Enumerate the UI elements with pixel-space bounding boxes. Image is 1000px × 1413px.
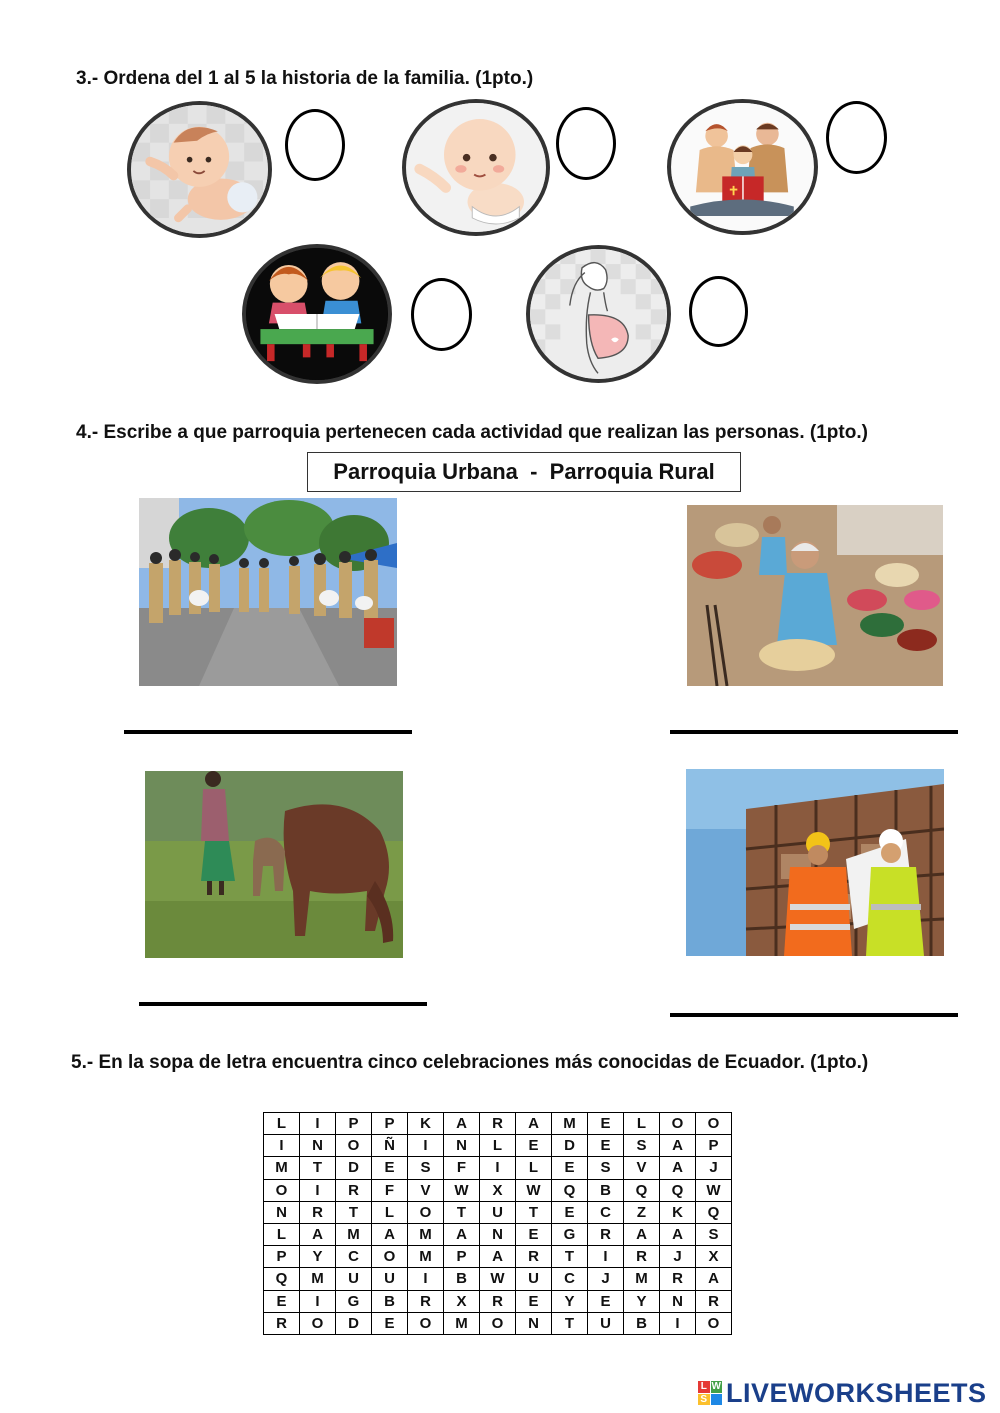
grid-cell[interactable]: A xyxy=(624,1223,660,1245)
grid-cell[interactable]: B xyxy=(588,1179,624,1201)
grid-cell[interactable]: Y xyxy=(552,1290,588,1312)
grid-cell[interactable]: E xyxy=(516,1223,552,1245)
section5-title: 5.- En la sopa de letra encuentra cinco celebraciones más conocidas de Ecuador. (1pto.) xyxy=(71,1052,869,1073)
answer-line-cattle-farming[interactable] xyxy=(139,1002,427,1006)
grid-cell[interactable]: Q xyxy=(552,1179,588,1201)
grid-cell[interactable]: O xyxy=(696,1113,732,1135)
grid-cell[interactable]: Y xyxy=(624,1290,660,1312)
grid-row xyxy=(264,1246,732,1268)
grid-cell[interactable]: T xyxy=(336,1201,372,1223)
order-answer-1[interactable] xyxy=(285,109,345,181)
hat-weaving-photo xyxy=(687,505,943,686)
grid-cell[interactable]: M xyxy=(552,1113,588,1135)
grid-row xyxy=(264,1312,732,1334)
grid-cell[interactable]: C xyxy=(336,1246,372,1268)
grid-cell[interactable]: W xyxy=(444,1179,480,1201)
grid-cell[interactable]: A xyxy=(300,1223,336,1245)
reaching-baby-image xyxy=(402,99,550,236)
grid-cell[interactable]: W xyxy=(696,1179,732,1201)
grid-cell[interactable]: R xyxy=(408,1290,444,1312)
grid-cell[interactable]: O xyxy=(480,1312,516,1334)
grid-cell[interactable]: F xyxy=(372,1179,408,1201)
grid-cell[interactable]: P xyxy=(696,1135,732,1157)
grid-cell[interactable]: O xyxy=(696,1312,732,1334)
grid-cell[interactable]: M xyxy=(300,1268,336,1290)
grid-cell[interactable]: R xyxy=(516,1246,552,1268)
grid-cell[interactable]: T xyxy=(444,1201,480,1223)
grid-row xyxy=(264,1268,732,1290)
grid-cell[interactable]: D xyxy=(336,1157,372,1179)
grid-cell[interactable]: G xyxy=(336,1290,372,1312)
grid-cell[interactable]: R xyxy=(696,1290,732,1312)
grid-cell[interactable]: X xyxy=(696,1246,732,1268)
grid-cell[interactable]: O xyxy=(408,1312,444,1334)
grid-cell[interactable]: I xyxy=(660,1312,696,1334)
grid-cell[interactable]: O xyxy=(408,1201,444,1223)
grid-cell[interactable]: T xyxy=(552,1312,588,1334)
grid-cell[interactable]: A xyxy=(696,1268,732,1290)
answer-line-hat-weaving[interactable] xyxy=(670,730,958,734)
grid-cell[interactable]: Ñ xyxy=(372,1135,408,1157)
grid-cell[interactable]: L xyxy=(624,1113,660,1135)
grid-cell[interactable]: R xyxy=(624,1246,660,1268)
grid-row xyxy=(264,1223,732,1245)
grid-cell[interactable]: S xyxy=(588,1157,624,1179)
liveworksheets-text: LIVEWORKSHEETS xyxy=(726,1377,987,1408)
grid-cell[interactable]: Y xyxy=(300,1246,336,1268)
grid-cell[interactable]: N xyxy=(480,1223,516,1245)
grid-cell[interactable]: A xyxy=(480,1246,516,1268)
grid-cell[interactable]: Z xyxy=(624,1201,660,1223)
grid-cell[interactable]: U xyxy=(516,1268,552,1290)
grid-cell[interactable]: A xyxy=(516,1113,552,1135)
grid-cell[interactable]: A xyxy=(444,1113,480,1135)
grid-cell[interactable]: I xyxy=(480,1157,516,1179)
grid-cell[interactable]: M xyxy=(408,1223,444,1245)
grid-cell[interactable]: I xyxy=(588,1246,624,1268)
grid-cell[interactable]: X xyxy=(480,1179,516,1201)
grid-cell[interactable]: I xyxy=(300,1113,336,1135)
word-search-grid xyxy=(263,1112,732,1335)
grid-cell[interactable]: Q xyxy=(660,1179,696,1201)
grid-cell[interactable]: D xyxy=(552,1135,588,1157)
grid-cell[interactable]: A xyxy=(372,1223,408,1245)
answer-line-construction-workers[interactable] xyxy=(670,1013,958,1017)
grid-cell[interactable]: W xyxy=(516,1179,552,1201)
grid-row xyxy=(264,1290,732,1312)
grid-cell[interactable]: E xyxy=(588,1135,624,1157)
grid-cell[interactable]: O xyxy=(660,1113,696,1135)
grid-cell[interactable]: E xyxy=(372,1312,408,1334)
grid-cell[interactable]: K xyxy=(660,1201,696,1223)
grid-cell[interactable]: L xyxy=(264,1223,300,1245)
grid-cell[interactable]: A xyxy=(660,1157,696,1179)
grid-cell[interactable]: T xyxy=(300,1157,336,1179)
grid-cell[interactable]: R xyxy=(588,1223,624,1245)
grid-cell[interactable]: O xyxy=(336,1135,372,1157)
order-answer-4[interactable] xyxy=(411,278,472,351)
grid-cell[interactable]: R xyxy=(480,1290,516,1312)
grid-cell[interactable]: R xyxy=(300,1201,336,1223)
grid-cell[interactable]: I xyxy=(408,1135,444,1157)
grid-cell[interactable]: O xyxy=(264,1179,300,1201)
grid-cell[interactable]: T xyxy=(516,1201,552,1223)
section3-title: 3.- Ordena del 1 al 5 la historia de la familia. (1pto.) xyxy=(76,68,534,89)
grid-cell[interactable]: N xyxy=(660,1290,696,1312)
family-reading-image xyxy=(667,99,818,235)
section4-title: 4.- Escribe a que parroquia pertenecen cada actividad que realizan las personas. (1pto.) xyxy=(76,422,868,443)
order-answer-2[interactable] xyxy=(556,107,616,180)
parade-band-photo xyxy=(139,498,397,686)
grid-cell[interactable]: J xyxy=(696,1157,732,1179)
grid-cell[interactable]: I xyxy=(408,1268,444,1290)
grid-cell[interactable]: X xyxy=(444,1290,480,1312)
grid-cell[interactable]: I xyxy=(300,1290,336,1312)
grid-cell[interactable]: E xyxy=(588,1290,624,1312)
grid-cell[interactable]: P xyxy=(444,1246,480,1268)
pregnant-woman-image xyxy=(526,245,671,383)
grid-cell[interactable]: K xyxy=(408,1113,444,1135)
grid-cell[interactable]: B xyxy=(624,1312,660,1334)
grid-cell[interactable]: P xyxy=(372,1113,408,1135)
grid-cell[interactable]: R xyxy=(480,1113,516,1135)
grid-cell[interactable]: U xyxy=(588,1312,624,1334)
grid-cell[interactable]: M xyxy=(336,1223,372,1245)
grid-cell[interactable]: S xyxy=(624,1135,660,1157)
grid-cell[interactable]: W xyxy=(480,1268,516,1290)
order-answer-3[interactable] xyxy=(826,101,887,174)
grid-cell[interactable]: U xyxy=(480,1201,516,1223)
grid-cell[interactable]: M xyxy=(408,1246,444,1268)
grid-cell[interactable]: Q xyxy=(264,1268,300,1290)
grid-cell[interactable]: E xyxy=(552,1201,588,1223)
grid-cell[interactable]: U xyxy=(372,1268,408,1290)
answer-line-parade-band[interactable] xyxy=(124,730,412,734)
grid-cell[interactable]: A xyxy=(660,1223,696,1245)
grid-cell[interactable]: E xyxy=(372,1157,408,1179)
grid-cell[interactable]: N xyxy=(264,1201,300,1223)
grid-cell[interactable]: E xyxy=(552,1157,588,1179)
cattle-farming-photo xyxy=(145,771,403,958)
grid-cell[interactable]: L xyxy=(372,1201,408,1223)
grid-cell[interactable]: R xyxy=(336,1179,372,1201)
grid-row xyxy=(264,1135,732,1157)
grid-cell[interactable]: Q xyxy=(696,1201,732,1223)
grid-cell[interactable]: E xyxy=(516,1135,552,1157)
grid-cell[interactable]: F xyxy=(444,1157,480,1179)
children-studying-image xyxy=(242,244,392,384)
parish-options-box: Parroquia Urbana - Parroquia Rural xyxy=(307,452,741,492)
grid-cell[interactable]: P xyxy=(264,1246,300,1268)
grid-cell[interactable]: U xyxy=(336,1268,372,1290)
grid-cell[interactable]: L xyxy=(516,1157,552,1179)
grid-cell[interactable]: M xyxy=(624,1268,660,1290)
grid-cell[interactable]: N xyxy=(300,1135,336,1157)
liveworksheets-logo xyxy=(698,1378,987,1408)
grid-cell[interactable]: V xyxy=(624,1157,660,1179)
grid-cell[interactable]: R xyxy=(660,1268,696,1290)
liveworksheets-mark-icon: L W S xyxy=(698,1381,722,1405)
grid-cell[interactable]: M xyxy=(444,1312,480,1334)
grid-cell[interactable]: N xyxy=(444,1135,480,1157)
grid-cell[interactable]: G xyxy=(552,1223,588,1245)
grid-cell[interactable]: A xyxy=(660,1135,696,1157)
grid-cell[interactable]: V xyxy=(408,1179,444,1201)
grid-cell[interactable]: E xyxy=(264,1290,300,1312)
grid-cell[interactable]: E xyxy=(588,1113,624,1135)
grid-cell[interactable]: R xyxy=(264,1312,300,1334)
grid-cell[interactable]: J xyxy=(660,1246,696,1268)
grid-cell[interactable]: J xyxy=(588,1268,624,1290)
grid-cell[interactable]: C xyxy=(588,1201,624,1223)
grid-row xyxy=(264,1157,732,1179)
grid-cell[interactable]: M xyxy=(264,1157,300,1179)
grid-cell[interactable]: B xyxy=(444,1268,480,1290)
crawling-baby-image xyxy=(127,101,272,238)
grid-cell[interactable]: T xyxy=(552,1246,588,1268)
grid-cell[interactable]: P xyxy=(336,1113,372,1135)
order-answer-5[interactable] xyxy=(689,276,748,347)
grid-row xyxy=(264,1179,732,1201)
construction-workers-photo xyxy=(686,769,944,956)
grid-cell[interactable]: O xyxy=(372,1246,408,1268)
grid-cell[interactable]: C xyxy=(552,1268,588,1290)
grid-cell[interactable]: I xyxy=(264,1135,300,1157)
grid-cell[interactable]: S xyxy=(408,1157,444,1179)
grid-cell[interactable]: A xyxy=(444,1223,480,1245)
grid-cell[interactable]: D xyxy=(336,1312,372,1334)
grid-cell[interactable]: I xyxy=(300,1179,336,1201)
grid-cell[interactable]: L xyxy=(480,1135,516,1157)
grid-cell[interactable]: N xyxy=(516,1312,552,1334)
grid-cell[interactable]: S xyxy=(696,1223,732,1245)
grid-cell[interactable]: B xyxy=(372,1290,408,1312)
grid-cell[interactable]: L xyxy=(264,1113,300,1135)
grid-row xyxy=(264,1201,732,1223)
grid-row xyxy=(264,1113,732,1135)
grid-cell[interactable]: O xyxy=(300,1312,336,1334)
grid-cell[interactable]: E xyxy=(516,1290,552,1312)
grid-cell[interactable]: Q xyxy=(624,1179,660,1201)
